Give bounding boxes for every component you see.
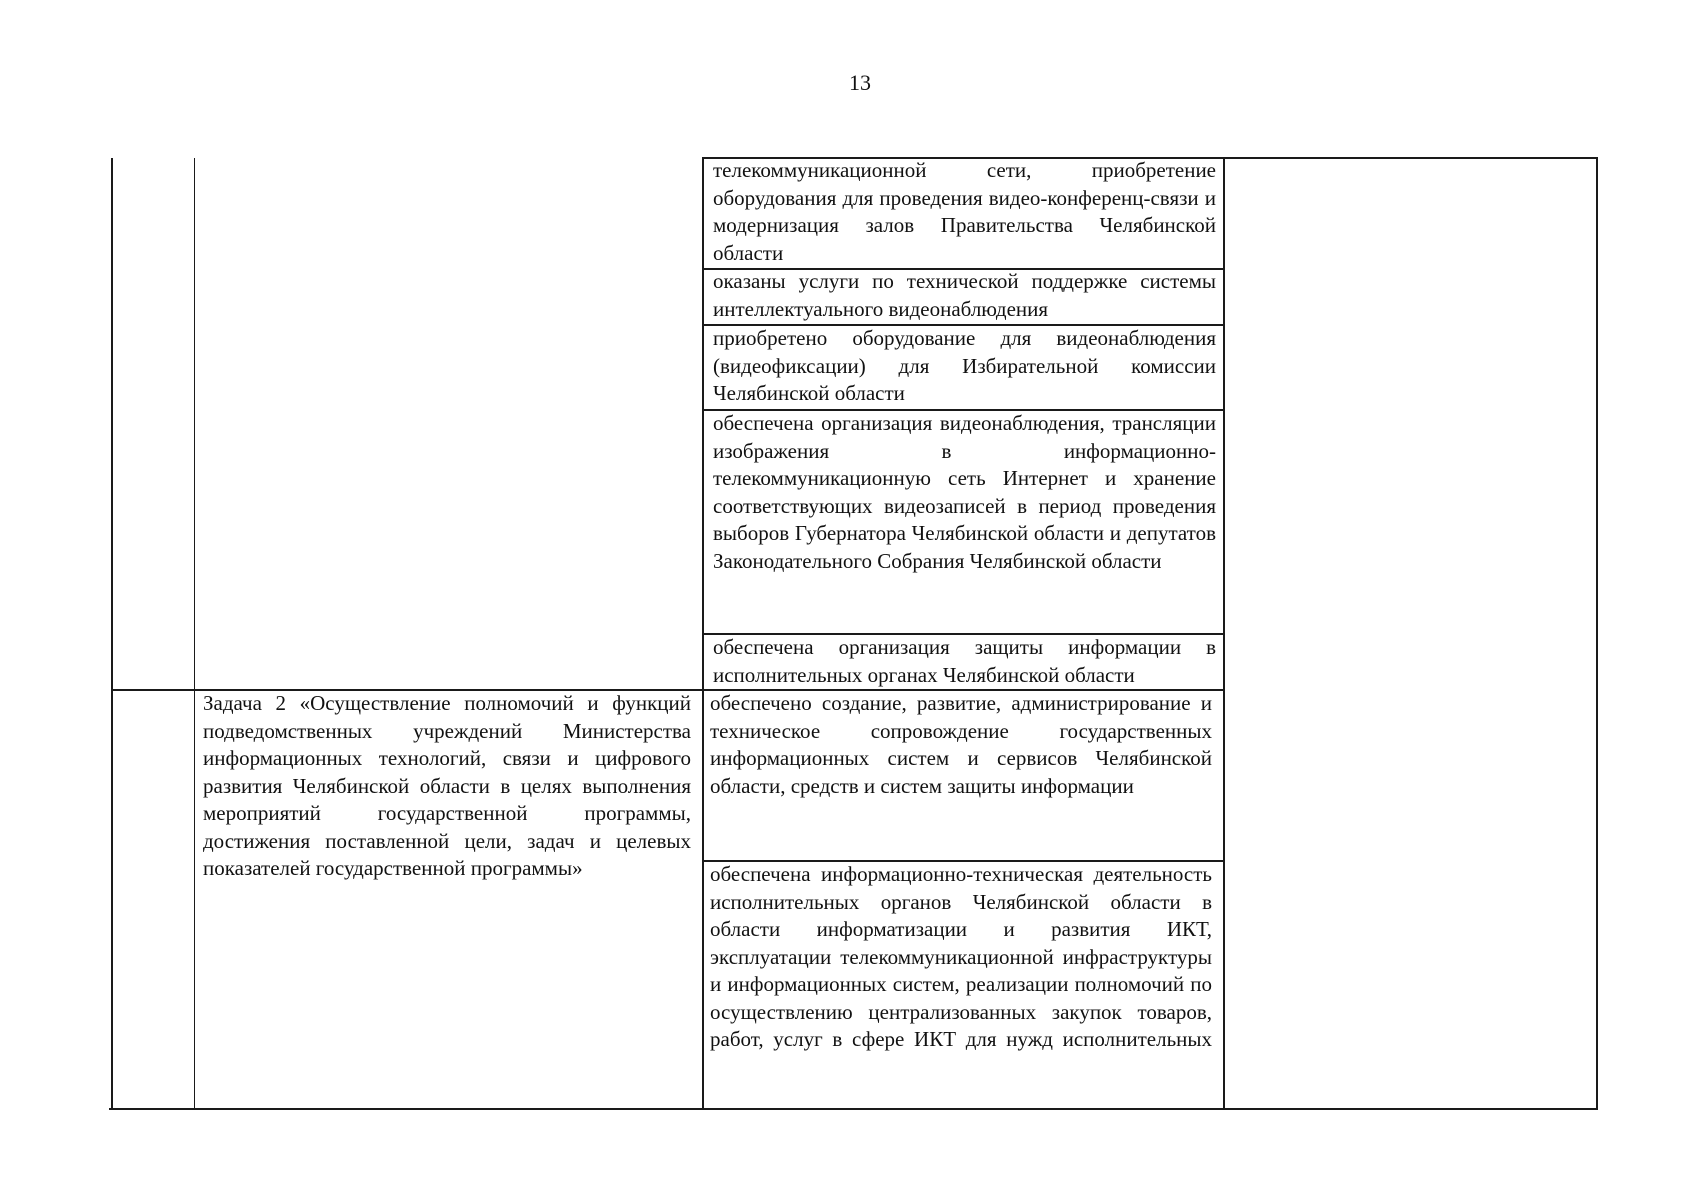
table-right-border (1596, 158, 1598, 1110)
column-divider-1 (194, 158, 195, 1110)
page-number: 13 (849, 70, 871, 95)
result-cell-2: оказаны услуги по технической поддержке системы интеллектуального видеонаблюдения (713, 269, 1216, 321)
result-cell-3: приобретено оборудование для видеонаблюдения (видеофиксации) для Избирательной комиссии Челябинской области (713, 326, 1216, 405)
result-cell-7: обеспечена информационно-техническая деятельность исполнительных органов Челябинской области в области информатизации и развития ИКТ, эксплуатации телекоммуникационной инфраструктуры и информационных систем, реализации полномочий по осуществлению централизованных закупок товаров, работ, услуг в сфере ИКТ для нужд исполнительных (710, 862, 1212, 1051)
result-cell-5: обеспечена организация защиты информации в исполнительных органах Челябинской области (713, 635, 1216, 687)
result-cell-1: телекоммуникационной сети, приобретение оборудования для проведения видео-конференц-связи и модернизация залов Правительства Челябинской области (713, 158, 1216, 265)
result-cell-6: обеспечено создание, развитие, администрирование и техническое сопровождение государственных информационных систем и сервисов Челябинской области, средств и систем защиты информации (710, 691, 1212, 798)
table-left-border (111, 158, 113, 1110)
result-cell-4: обеспечена организация видеонаблюдения, трансляции изображения в информационно-телекоммуникационную сеть Интернет и хранение соответствующих видеозаписей в период проведения выборов Губернатора Челябинской области и депутатов Законодательного Собрания Челябинской области (713, 411, 1216, 573)
table-bottom-border (109, 1108, 1598, 1110)
task-2-description: Задача 2 «Осуществление полномочий и функций подведомственных учреждений Министерства информационных технологий, связи и цифрового развития Челябинской области в целях выполнения мероприятий государственной программы, достижения поставленной цели, задач и целевых показателей государственной программы» (203, 691, 691, 880)
